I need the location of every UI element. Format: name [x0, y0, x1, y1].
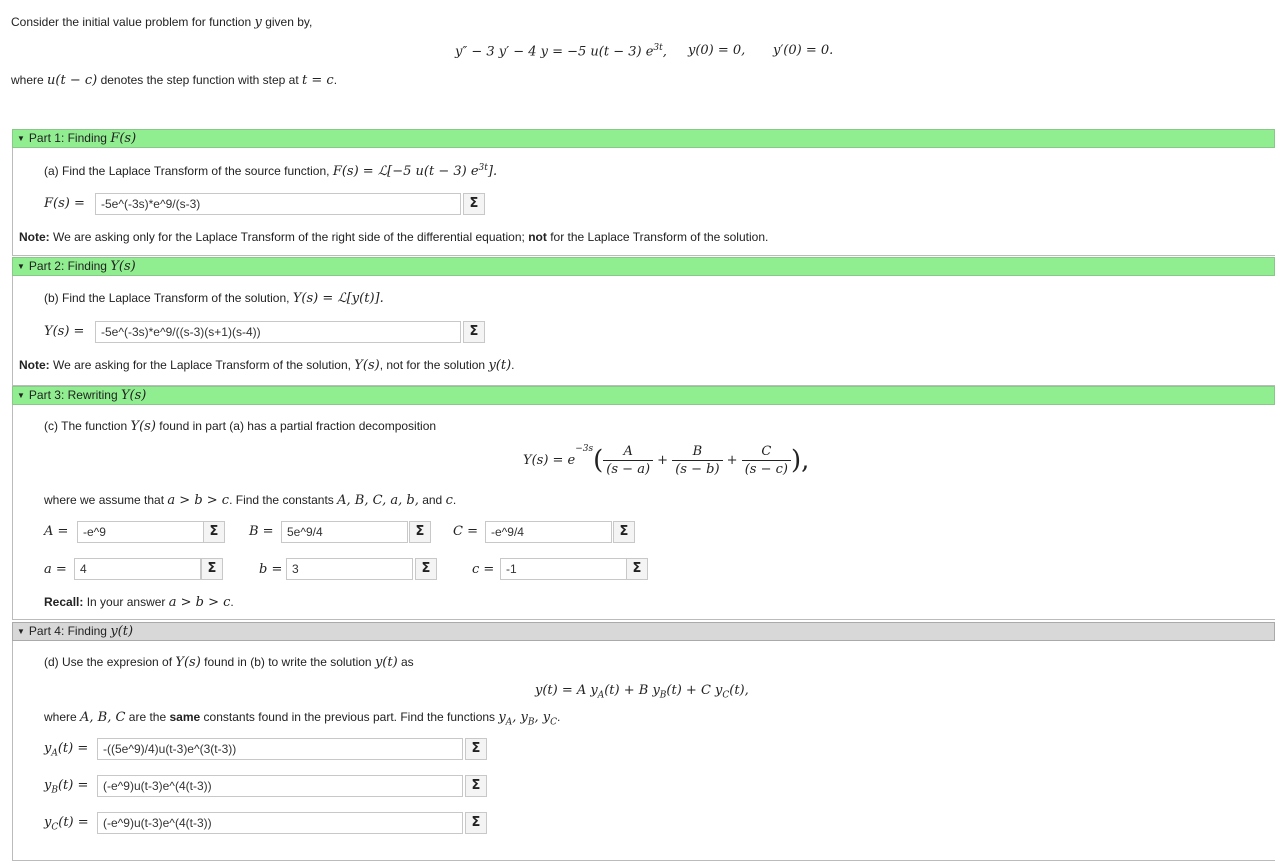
sigma-button-B[interactable]: Σ — [409, 521, 431, 543]
yB-answer-input[interactable]: (-e^9)u(t-3)e^(4(t-3)) — [97, 775, 463, 797]
Y-answer-input[interactable]: -5e^(-3s)*e^9/((s-3)(s+1)(s-4)) — [95, 321, 461, 343]
yA-answer-input[interactable]: -((5e^9)/4)u(t-3)e^(3(t-3)) — [97, 738, 463, 760]
B-answer-input[interactable]: 5e^9/4 — [281, 521, 408, 543]
part4-header[interactable]: ▼ Part 4: Finding y(t) — [12, 622, 1275, 641]
part2-note: Note: We are asking for the Laplace Transform of the solution, Y(s), not for the solution y(t). — [19, 358, 515, 373]
sigma-button-Y[interactable]: Σ — [463, 321, 485, 343]
sigma-button-yA[interactable]: Σ — [465, 738, 487, 760]
yB-label: $y_B(t)$ = — [44, 778, 89, 796]
part4-where: where A, B, C are the same constants found in the previous part. Find the functions $y_A$, $y_B$, $y_C$. — [44, 710, 561, 728]
sigma-button-b[interactable]: Σ — [415, 558, 437, 580]
b-answer-input[interactable]: 3 — [286, 558, 413, 580]
part3-question: (c) The function Y(s) found in part (a) has a partial fraction decomposition — [44, 419, 437, 434]
sigma-button-A[interactable]: Σ — [203, 521, 225, 543]
part1-question: (a) Find the Laplace Transform of the source function, F(s) = ℒ[−5 u(t − 3) $e^{3t}$]. — [44, 163, 498, 179]
ode-equation: y″ − 3 y′ − 4 y = −5 u(t − 3) $e^{3t}$, — [455, 43, 667, 60]
part3-header[interactable]: ▼ Part 3: Rewriting Y(s) — [12, 386, 1275, 405]
a-label: a = — [44, 562, 67, 577]
c-label: c = — [472, 562, 495, 577]
yC-answer-input[interactable]: (-e^9)u(t-3)e^(4(t-3)) — [97, 812, 463, 834]
part1-header[interactable]: ▼ Part 1: Finding F(s) — [12, 129, 1275, 148]
yC-label: $y_C(t)$ = — [44, 815, 89, 833]
sigma-button-C[interactable]: Σ — [613, 521, 635, 543]
A-answer-input[interactable]: -e^9 — [77, 521, 204, 543]
solution-formula: y(t) = A $y_A(t) + B$ $y_B(t) + C$ $y_C(t)$, — [535, 683, 749, 701]
sigma-button-a[interactable]: Σ — [201, 558, 223, 580]
part3-panel — [12, 405, 1275, 620]
collapse-triangle-icon: ▼ — [17, 391, 25, 400]
F-answer-input[interactable]: -5e^(-3s)*e^9/(s-3) — [95, 193, 461, 215]
sigma-button-F[interactable]: Σ — [463, 193, 485, 215]
intro-where: where u(t − c) denotes the step function with step at t = c. — [11, 73, 338, 88]
b-label: b = — [259, 562, 283, 577]
sigma-button-c[interactable]: Σ — [626, 558, 648, 580]
Y-label: Y(s) = — [44, 324, 85, 339]
part2-header[interactable]: ▼ Part 2: Finding Y(s) — [12, 257, 1275, 276]
partial-fraction-formula: $Y(s) = e^{-3s}$( $\frac{A}{(s - a)}$ + $\frac{B}{(s - b)}$ + $\frac{C}{(s - c)}$ ), — [523, 444, 810, 477]
collapse-triangle-icon: ▼ — [17, 262, 25, 271]
part2-question: (b) Find the Laplace Transform of the solution, Y(s) = ℒ[y(t)]. — [44, 291, 384, 306]
initial-condition-2: y′(0) = 0. — [773, 43, 834, 58]
collapse-triangle-icon: ▼ — [17, 134, 25, 143]
part3-assume: where we assume that a > b > c. Find the constants A, B, C, a, b, and c. — [44, 493, 457, 508]
initial-condition-1: y(0) = 0, — [688, 43, 746, 58]
part1-note: Note: We are asking only for the Laplace Transform of the right side of the differential equation; not for the Laplace Transform of the solution. — [19, 230, 769, 244]
A-label: A = — [44, 524, 69, 539]
a-answer-input[interactable]: 4 — [74, 558, 201, 580]
B-label: B = — [249, 524, 274, 539]
C-answer-input[interactable]: -e^9/4 — [485, 521, 612, 543]
part4-question: (d) Use the expresion of Y(s) found in (b) to write the solution y(t) as — [44, 655, 414, 670]
intro-text: Consider the initial value problem for function y given by, — [11, 15, 313, 30]
collapse-triangle-icon: ▼ — [17, 627, 25, 636]
sigma-button-yC[interactable]: Σ — [465, 812, 487, 834]
sigma-button-yB[interactable]: Σ — [465, 775, 487, 797]
part3-recall: Recall: In your answer a > b > c. — [44, 595, 234, 610]
c-answer-input[interactable]: -1 — [500, 558, 627, 580]
F-label: F(s) = — [44, 196, 85, 211]
yA-label: $y_A(t)$ = — [44, 741, 89, 759]
C-label: C = — [453, 524, 478, 539]
